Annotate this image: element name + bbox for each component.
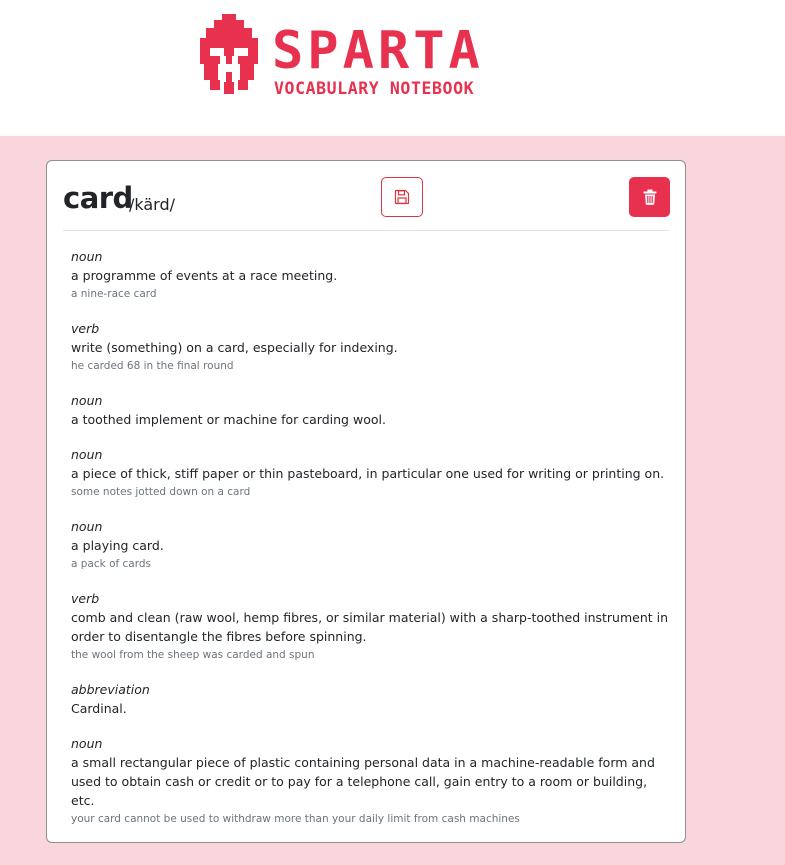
- save-button[interactable]: [381, 177, 423, 217]
- example-text: a pack of cards: [71, 558, 151, 570]
- definition-text: a piece of thick, stiff paper or thin pasteboard, in particular one used for writing or printing on.: [71, 466, 665, 481]
- definition-entry: [71, 589, 671, 664]
- definition-entry: [71, 734, 671, 828]
- definition-text: write (something) on a card, especially for indexing.: [71, 340, 398, 355]
- definition-entry: [71, 445, 671, 501]
- part-of-speech: noun: [71, 736, 103, 751]
- part-of-speech: abbreviation: [71, 682, 150, 697]
- definition-text: a small rectangular piece of plastic containing personal data in a machine-readable form and used to obtain cash or credit or to pay for a telephone call, gain entry to a room or building, etc.: [71, 755, 655, 808]
- definition-text: a toothed implement or machine for carding wool.: [71, 412, 386, 427]
- floppy-disk-icon: [394, 189, 410, 205]
- sparta-logo[interactable]: [200, 14, 535, 98]
- example-text: a nine-race card: [71, 288, 157, 300]
- definition-entry: [71, 517, 671, 573]
- spartan-helmet-icon: [200, 14, 535, 98]
- part-of-speech: verb: [71, 591, 100, 606]
- part-of-speech: noun: [71, 447, 103, 462]
- part-of-speech: noun: [71, 519, 103, 534]
- definition-entry: [71, 319, 671, 375]
- example-text: your card cannot be used to withdraw more than your daily limit from cash machines: [71, 813, 520, 825]
- header: [0, 0, 785, 136]
- trash-icon: [643, 189, 657, 205]
- card-header: [63, 161, 669, 231]
- example-text: some notes jotted down on a card: [71, 486, 251, 498]
- word-phonetic: /kärd/: [129, 195, 176, 214]
- example-text: he carded 68 in the final round: [71, 360, 234, 372]
- definition-text: a playing card.: [71, 538, 164, 553]
- definition-entry: [71, 247, 671, 303]
- part-of-speech: noun: [71, 393, 103, 408]
- definition-text: comb and clean (raw wool, hemp fibres, or similar material) with a sharp-toothed instrument in order to disentangle the fibres before spinning.: [71, 610, 669, 644]
- word-card: [46, 160, 686, 843]
- definition-text: Cardinal.: [71, 701, 127, 716]
- logo-title: SPARTA: [272, 21, 484, 81]
- example-text: the wool from the sheep was carded and spun: [71, 649, 315, 661]
- part-of-speech: noun: [71, 249, 103, 264]
- definition-entry: [71, 680, 671, 718]
- part-of-speech: verb: [71, 321, 100, 336]
- logo-subtitle: VOCABULARY NOTEBOOK: [274, 79, 475, 98]
- main-area: [0, 136, 785, 865]
- definition-entry: [71, 391, 671, 429]
- delete-button[interactable]: [629, 177, 670, 217]
- definition-text: a programme of events at a race meeting.: [71, 268, 338, 283]
- word-title: card: [63, 181, 133, 215]
- definitions-list: [71, 247, 671, 844]
